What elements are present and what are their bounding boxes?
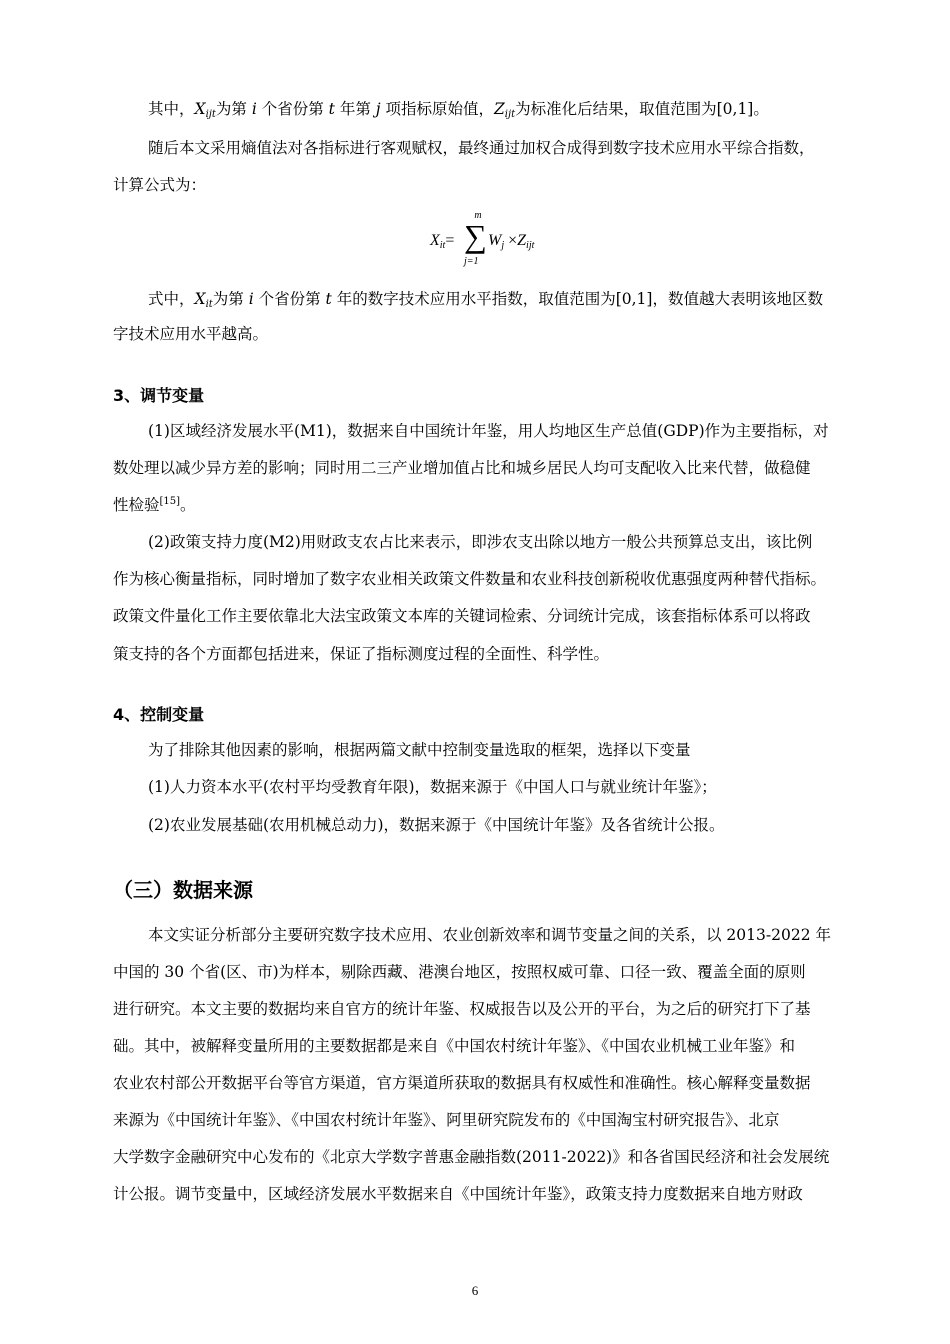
var-t: t xyxy=(325,290,332,308)
text: 为第 xyxy=(215,100,252,118)
paragraph-m2-line-2: 作为核心衡量指标，同时增加了数字农业相关政策文件数量和农业科技创新税收优惠强度两种替代指标。 xyxy=(113,570,827,588)
text: 为第 xyxy=(212,290,249,308)
var-i: i xyxy=(251,100,257,118)
formula-w: W xyxy=(488,232,502,249)
formula-sum-upper: m xyxy=(474,210,482,221)
formula-z: Z xyxy=(517,232,527,249)
formula-lhs-sub: it xyxy=(439,240,446,251)
formula-weighted-index xyxy=(430,210,570,274)
paragraph-entropy-line-1: 随后本文采用熵值法对各指标进行客观赋权，最终通过加权合成得到数字技术应用水平综合指数， xyxy=(148,139,815,157)
page-number: 6 xyxy=(471,1283,479,1298)
paragraph-data-line-3: 进行研究。本文主要的数据均来自官方的统计年鉴、权威报告以及公开的平台，为之后的研究打下了基 xyxy=(113,1000,811,1018)
paragraph-m1-line-1: (1)区域经济发展水平(M1)，数据来自中国统计年鉴，用人均地区生产总值(GDP)作为主要指标，对 xyxy=(148,422,829,440)
paragraph-entropy-line-2: 计算公式为： xyxy=(113,176,207,194)
paragraph-standardization-note xyxy=(148,99,769,119)
paragraph-data-line-5: 农业农村部公开数据平台等官方渠道，官方渠道所获取的数据具有权威性和准确性。核心解释变量数据 xyxy=(113,1074,811,1092)
heading-moderator-variables: 3、调节变量 xyxy=(113,386,205,405)
paragraph-control-item-2: (2)农业发展基础(农用机械总动力)，数据来源于《中国统计年鉴》及各省统计公报。 xyxy=(148,816,725,834)
paragraph-index-explain-line-1 xyxy=(148,289,823,309)
heading-control-variables: 4、控制变量 xyxy=(113,705,205,724)
formula-z-sub: ijt xyxy=(526,240,535,251)
var-x: X xyxy=(194,100,206,118)
formula-lhs: X xyxy=(430,232,440,249)
paragraph-data-line-7: 大学数字金融研究中心发布的《北京大学数字普惠金融指数(2011-2022)》和各省国民经济和社会发展统 xyxy=(113,1148,830,1166)
paragraph-data-line-6: 来源为《中国统计年鉴》、《中国农村统计年鉴》、阿里研究院发布的《中国淘宝村研究报告》、北京 xyxy=(113,1111,780,1129)
text: 个省份第 xyxy=(253,290,326,308)
text: 性检验 xyxy=(113,496,160,514)
paragraph-m2-line-1: (2)政策支持力度(M2)用财政支农占比来表示，即涉农支出除以地方一般公共预算总支出，该比例 xyxy=(148,533,813,551)
formula-sum-sign: ∑ xyxy=(464,218,487,254)
text: 年第 xyxy=(334,100,376,118)
formula-equals: = xyxy=(445,232,455,249)
paragraph-m2-line-3: 政策文件量化工作主要依靠北大法宝政策文本库的关键词检索、分词统计完成，该套指标体系可以将政 xyxy=(113,607,811,625)
paragraph-control-item-1: (1)人力资本水平(农村平均受教育年限)，数据来源于《中国人口与就业统计年鉴》； xyxy=(148,778,717,796)
formula-sum-lower: j=1 xyxy=(464,256,479,267)
text: 项指标原始值， xyxy=(380,100,494,118)
text: 年的数字技术应用水平指数，取值范围为[0,1]，数值越大表明该地区数 xyxy=(331,290,823,308)
paragraph-control-intro: 为了排除其他因素的影响，根据两篇文献中控制变量选取的框架，选择以下变量 xyxy=(148,741,691,759)
formula-w-sub: j xyxy=(501,240,505,251)
paragraph-data-line-8: 计公报。调节变量中，区域经济发展水平数据来自《中国统计年鉴》，政策支持力度数据来自地方财政 xyxy=(113,1185,803,1203)
text: 其中， xyxy=(148,100,195,118)
var-x: X xyxy=(194,290,206,308)
heading-data-sources: （三）数据来源 xyxy=(113,878,253,902)
paragraph-m1-line-3 xyxy=(113,495,196,515)
paragraph-data-line-2: 中国的 30 个省(区、市)为样本，剔除西藏、港澳台地区，按照权威可靠、口径一致、覆盖全面的原则 xyxy=(113,963,806,981)
formula-times: × xyxy=(504,232,518,249)
subscript: it xyxy=(205,299,213,310)
var-z: Z xyxy=(494,100,505,118)
paragraph-m2-line-4: 策支持的各个方面都包括进来，保证了指标测度过程的全面性、科学性。 xyxy=(113,645,610,663)
paragraph-data-line-1: 本文实证分析部分主要研究数字技术应用、农业创新效率和调节变量之间的关系，以 2013-2022 年 xyxy=(148,926,831,944)
var-i: i xyxy=(248,290,254,308)
text: 个省份第 xyxy=(256,100,329,118)
subscript: ijt xyxy=(205,109,216,120)
text: 。 xyxy=(180,496,196,514)
paragraph-m1-line-2: 数处理以减少异方差的影响；同时用二三产业增加值占比和城乡居民人均可支配收入比来代替，做稳健 xyxy=(113,459,811,477)
var-t: t xyxy=(328,100,335,118)
citation-15: [15] xyxy=(159,496,181,507)
text: 为标准化后结果，取值范围为[0,1]。 xyxy=(515,100,769,118)
var-j: j xyxy=(375,100,381,118)
subscript: ijt xyxy=(504,109,516,120)
paragraph-index-explain-line-2: 字技术应用水平越高。 xyxy=(113,325,269,343)
text: 式中， xyxy=(148,290,195,308)
paragraph-data-line-4: 础。其中，被解释变量所用的主要数据都是来自《中国农村统计年鉴》、《中国农业机械工业年鉴》和 xyxy=(113,1037,796,1055)
